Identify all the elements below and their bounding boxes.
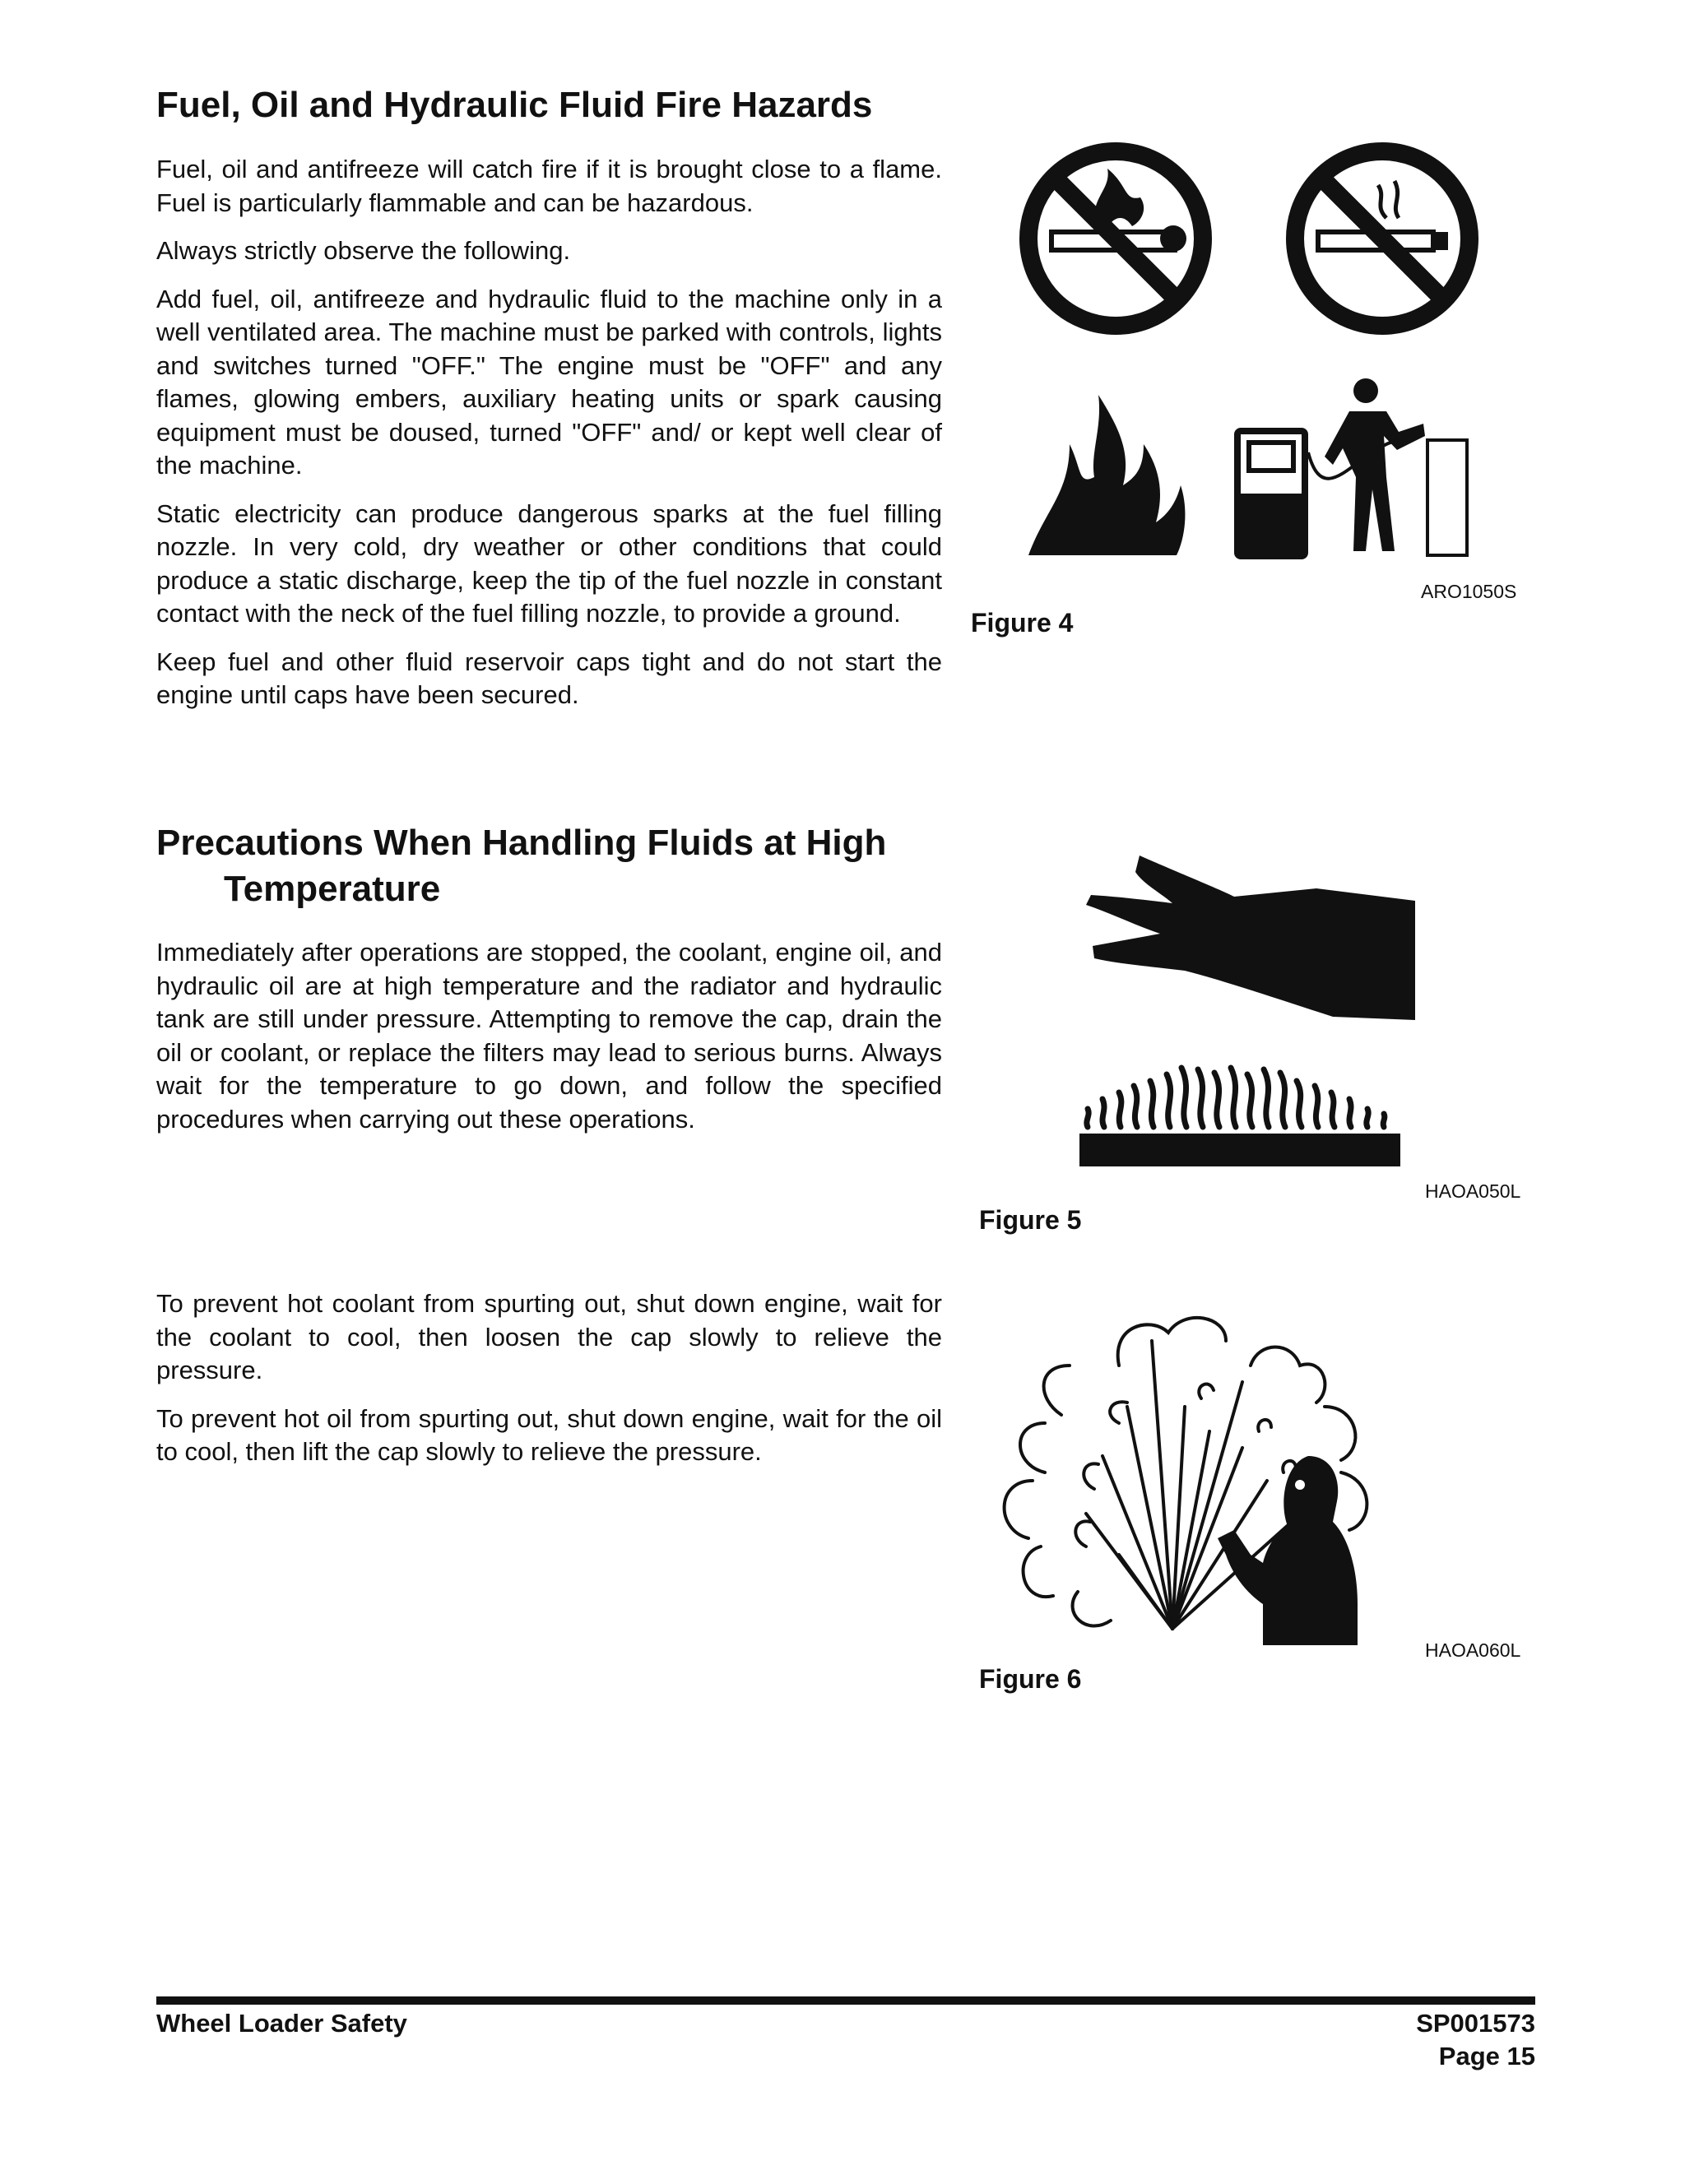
figure6-label: Figure 6	[979, 1664, 1082, 1694]
heat-waves-icon	[1079, 1045, 1400, 1168]
figure4-label: Figure 4	[971, 608, 1074, 638]
section2-heading-line2: Temperature	[224, 869, 441, 909]
paragraph: To prevent hot oil from spurting out, shut down engine, wait for the oil to cool, then lift the cap slowly to relieve the pressure.	[156, 1403, 942, 1466]
flames-icon	[1020, 378, 1193, 559]
section1-heading-wrap	[156, 82, 872, 128]
figure5-label: Figure 5	[979, 1205, 1082, 1235]
paragraph: Fuel, oil and antifreeze will catch fire if it is brought close to a flame. Fuel is particularly flammable and can be hazardous.	[156, 155, 942, 217]
footer-title: Wheel Loader Safety	[156, 2009, 407, 2038]
figure5-code: HAOA050L	[1425, 1180, 1521, 1202]
footer-page-number: Page 15	[1438, 2042, 1535, 2070]
figure4-code: ARO1050S	[1421, 581, 1517, 602]
paragraph: Always strictly observe the following.	[156, 236, 571, 265]
footer-doc-number: SP001573	[1416, 2009, 1535, 2038]
section2-body	[156, 936, 942, 1151]
person-silhouette-icon	[1218, 1456, 1366, 1645]
section2-heading-wrap	[156, 820, 886, 912]
no-open-flame-icon	[1017, 140, 1214, 337]
no-smoking-icon	[1283, 140, 1481, 337]
paragraph: Immediately after operations are stopped, the coolant, engine oil, and hydraulic oil are at high temperature and the radiator and hydraulic tank are still under pressure. Attempting to remove the cap, drain the oil or coolant, or replace the filters may lead to serious burns. Always wait for the temperature to go down, and follow the specified procedures when carrying out these operations.	[156, 938, 942, 1134]
person-refueling-icon	[1308, 374, 1473, 559]
figure6-code: HAOA060L	[1425, 1639, 1521, 1661]
section3-body	[156, 1287, 942, 1484]
paragraph: To prevent hot coolant from spurting out, shut down engine, wait for the coolant to cool, then loosen the cap slowly to relieve the pressure.	[156, 1289, 942, 1384]
section2-heading-line1: Precautions When Handling Fluids at High	[156, 823, 887, 863]
hand-icon	[1086, 856, 1432, 1020]
paragraph: Keep fuel and other fluid reservoir caps tight and do not start the engine until caps have been secured.	[156, 647, 942, 709]
paragraph: Static electricity can produce dangerous sparks at the fuel filling nozzle. In very cold, dry weather or other conditions that could produce a static discharge, keep the tip of the fuel nozzle in constant contact with the neck of the fuel filling nozzle, to provide a ground.	[156, 498, 942, 628]
footer-rule	[156, 1996, 1535, 2005]
section1-heading: Fuel, Oil and Hydraulic Fluid Fire Hazards	[156, 85, 873, 125]
paragraph: Add fuel, oil, antifreeze and hydraulic fluid to the machine only in a well ventilated area. The machine must be parked with controls, lights and switches turned "OFF." The engine must be "OFF" and any flames, glowing embers, auxiliary heating units or spark causing equipment must be doused, turned "OFF" and/ or kept well clear of the machine.	[156, 284, 942, 480]
fuel-pump-icon	[1234, 428, 1308, 559]
section1-body	[156, 153, 942, 727]
